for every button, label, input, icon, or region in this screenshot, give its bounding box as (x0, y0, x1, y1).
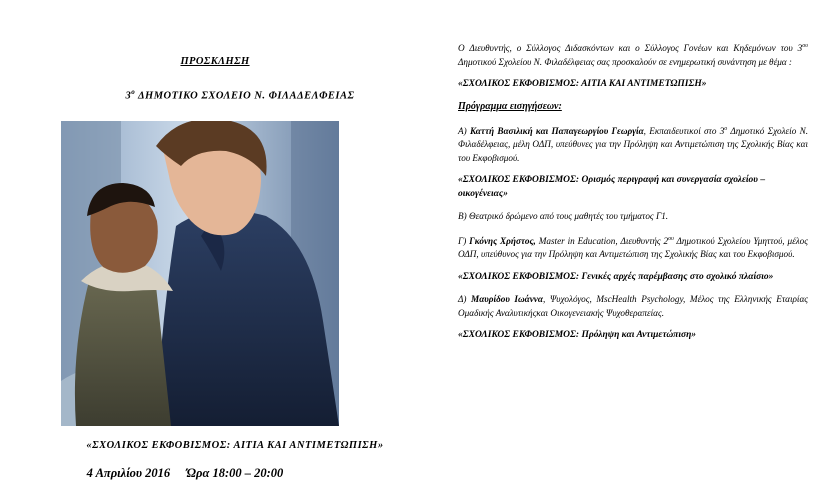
program-heading: Πρόγραμμα εισηγήσεων: (458, 100, 562, 112)
intro-text-b: Δημοτικού Σχολείου Ν. Φιλαδέλφειας σας προσκαλούν σε ενημερωτική συνάντηση με θέμα : (458, 56, 792, 67)
intro-text-a: Ο Διευθυντής, ο Σύλλογος Διδασκόντων και ο Σύλλογος Γονέων και Κηδεμόνων του 3 (458, 43, 803, 54)
school-number-suffix: ο (131, 88, 136, 96)
item-d-topic: «ΣΧΟΛΙΚΟΣ ΕΚΦΟΒΙΣΜΟΣ: Πρόληψη και Αντιμετώπιση» (458, 330, 697, 341)
school-number: 3 (125, 90, 132, 102)
item-c (458, 233, 808, 262)
item-a-names: Καττή Βασιλική και Παπαγεωργίου Γεωργία (469, 125, 644, 136)
invitation-title: ΠΡΟΣΚΛΗΣΗ (180, 56, 250, 67)
item-a-prefix: Α) (458, 125, 470, 136)
item-c-text-1: Master in Education, Διευθυντής 2 (535, 235, 669, 246)
item-b: Β) Θεατρικό δρώμενο από τους μαθητές του τμήματος Γ1. (458, 211, 669, 222)
item-d (458, 293, 808, 320)
item-d-name: Μαυρίδου Ιωάννα (471, 294, 543, 305)
item-c-sup: ου (668, 235, 674, 242)
item-c-name: Γκόνης Χρήστος, (469, 235, 536, 246)
item-a-topic: «ΣΧΟΛΙΚΟΣ ΕΚΦΟΒΙΣΜΟΣ: Ορισμός περιγραφή και συνεργασία σχολείου – οικογένειας» (458, 175, 766, 199)
item-c-prefix: Γ) (458, 235, 470, 246)
intro-paragraph (458, 40, 808, 69)
intro-sup: ου (802, 43, 808, 49)
item-d-text: , Ψυχολόγος, MscHealth Psychology, Μέλος της Ελληνικής Εταιρίας Ομαδικής Αναλυτικήςκαι Οικογενειακής Ψυχοθεραπείας. (458, 294, 809, 318)
item-d-prefix: Δ) (458, 294, 472, 305)
school-name (0, 88, 480, 102)
event-date: 4 Απριλίου 2016 (86, 466, 171, 480)
main-topic: «ΣΧΟΛΙΚΟΣ ΕΚΦΟΒΙΣΜΟΣ: ΑΙΤΙΑ ΚΑΙ ΑΝΤΙΜΕΤΩΠΙΣΗ» (458, 79, 707, 90)
item-a-text-2: Δημοτικό Σχολείο Ν. Φιλαδέλφειας, μέλη ΟΔΠ, υπεύθυνες για την Πρόληψη και Αντιμετώπιση της Σχολικής Βίας και του Εκφοβισμού. (458, 125, 809, 163)
event-time: Ώρα 18:00 – 20:00 (186, 466, 284, 480)
school-name-text: ΔΗΜΟΤΙΚΟ ΣΧΟΛΕΙΟ Ν. ΦΙΛΑΔΕΛΦΕΙΑΣ (135, 90, 355, 102)
event-topic: «ΣΧΟΛΙΚΟΣ ΕΚΦΟΒΙΣΜΟΣ: ΑΙΤΙΑ ΚΑΙ ΑΝΤΙΜΕΤΩΠΙΣΗ» (86, 440, 384, 451)
item-a (458, 123, 808, 166)
item-a-text-1: , Εκπαιδευτικοί στο 3 (643, 125, 725, 136)
item-c-text-2: Δημοτικού Σχολείου Υμηττού, μέλος ΟΔΠ, υπεύθυνος για την Πρόληψη και Αντιμετώπιση της Σχολικής Βίας και του Εκφοβισμού. (458, 235, 808, 260)
event-datetime (0, 466, 370, 481)
children-photo (61, 121, 339, 426)
item-a-sup: ο (724, 125, 728, 132)
right-column (458, 40, 808, 352)
item-c-topic: «ΣΧΟΛΙΚΟΣ ΕΚΦΟΒΙΣΜΟΣ: Γενικές αρχές παρέμβασης στο σχολικό πλαίσιο» (458, 271, 774, 282)
